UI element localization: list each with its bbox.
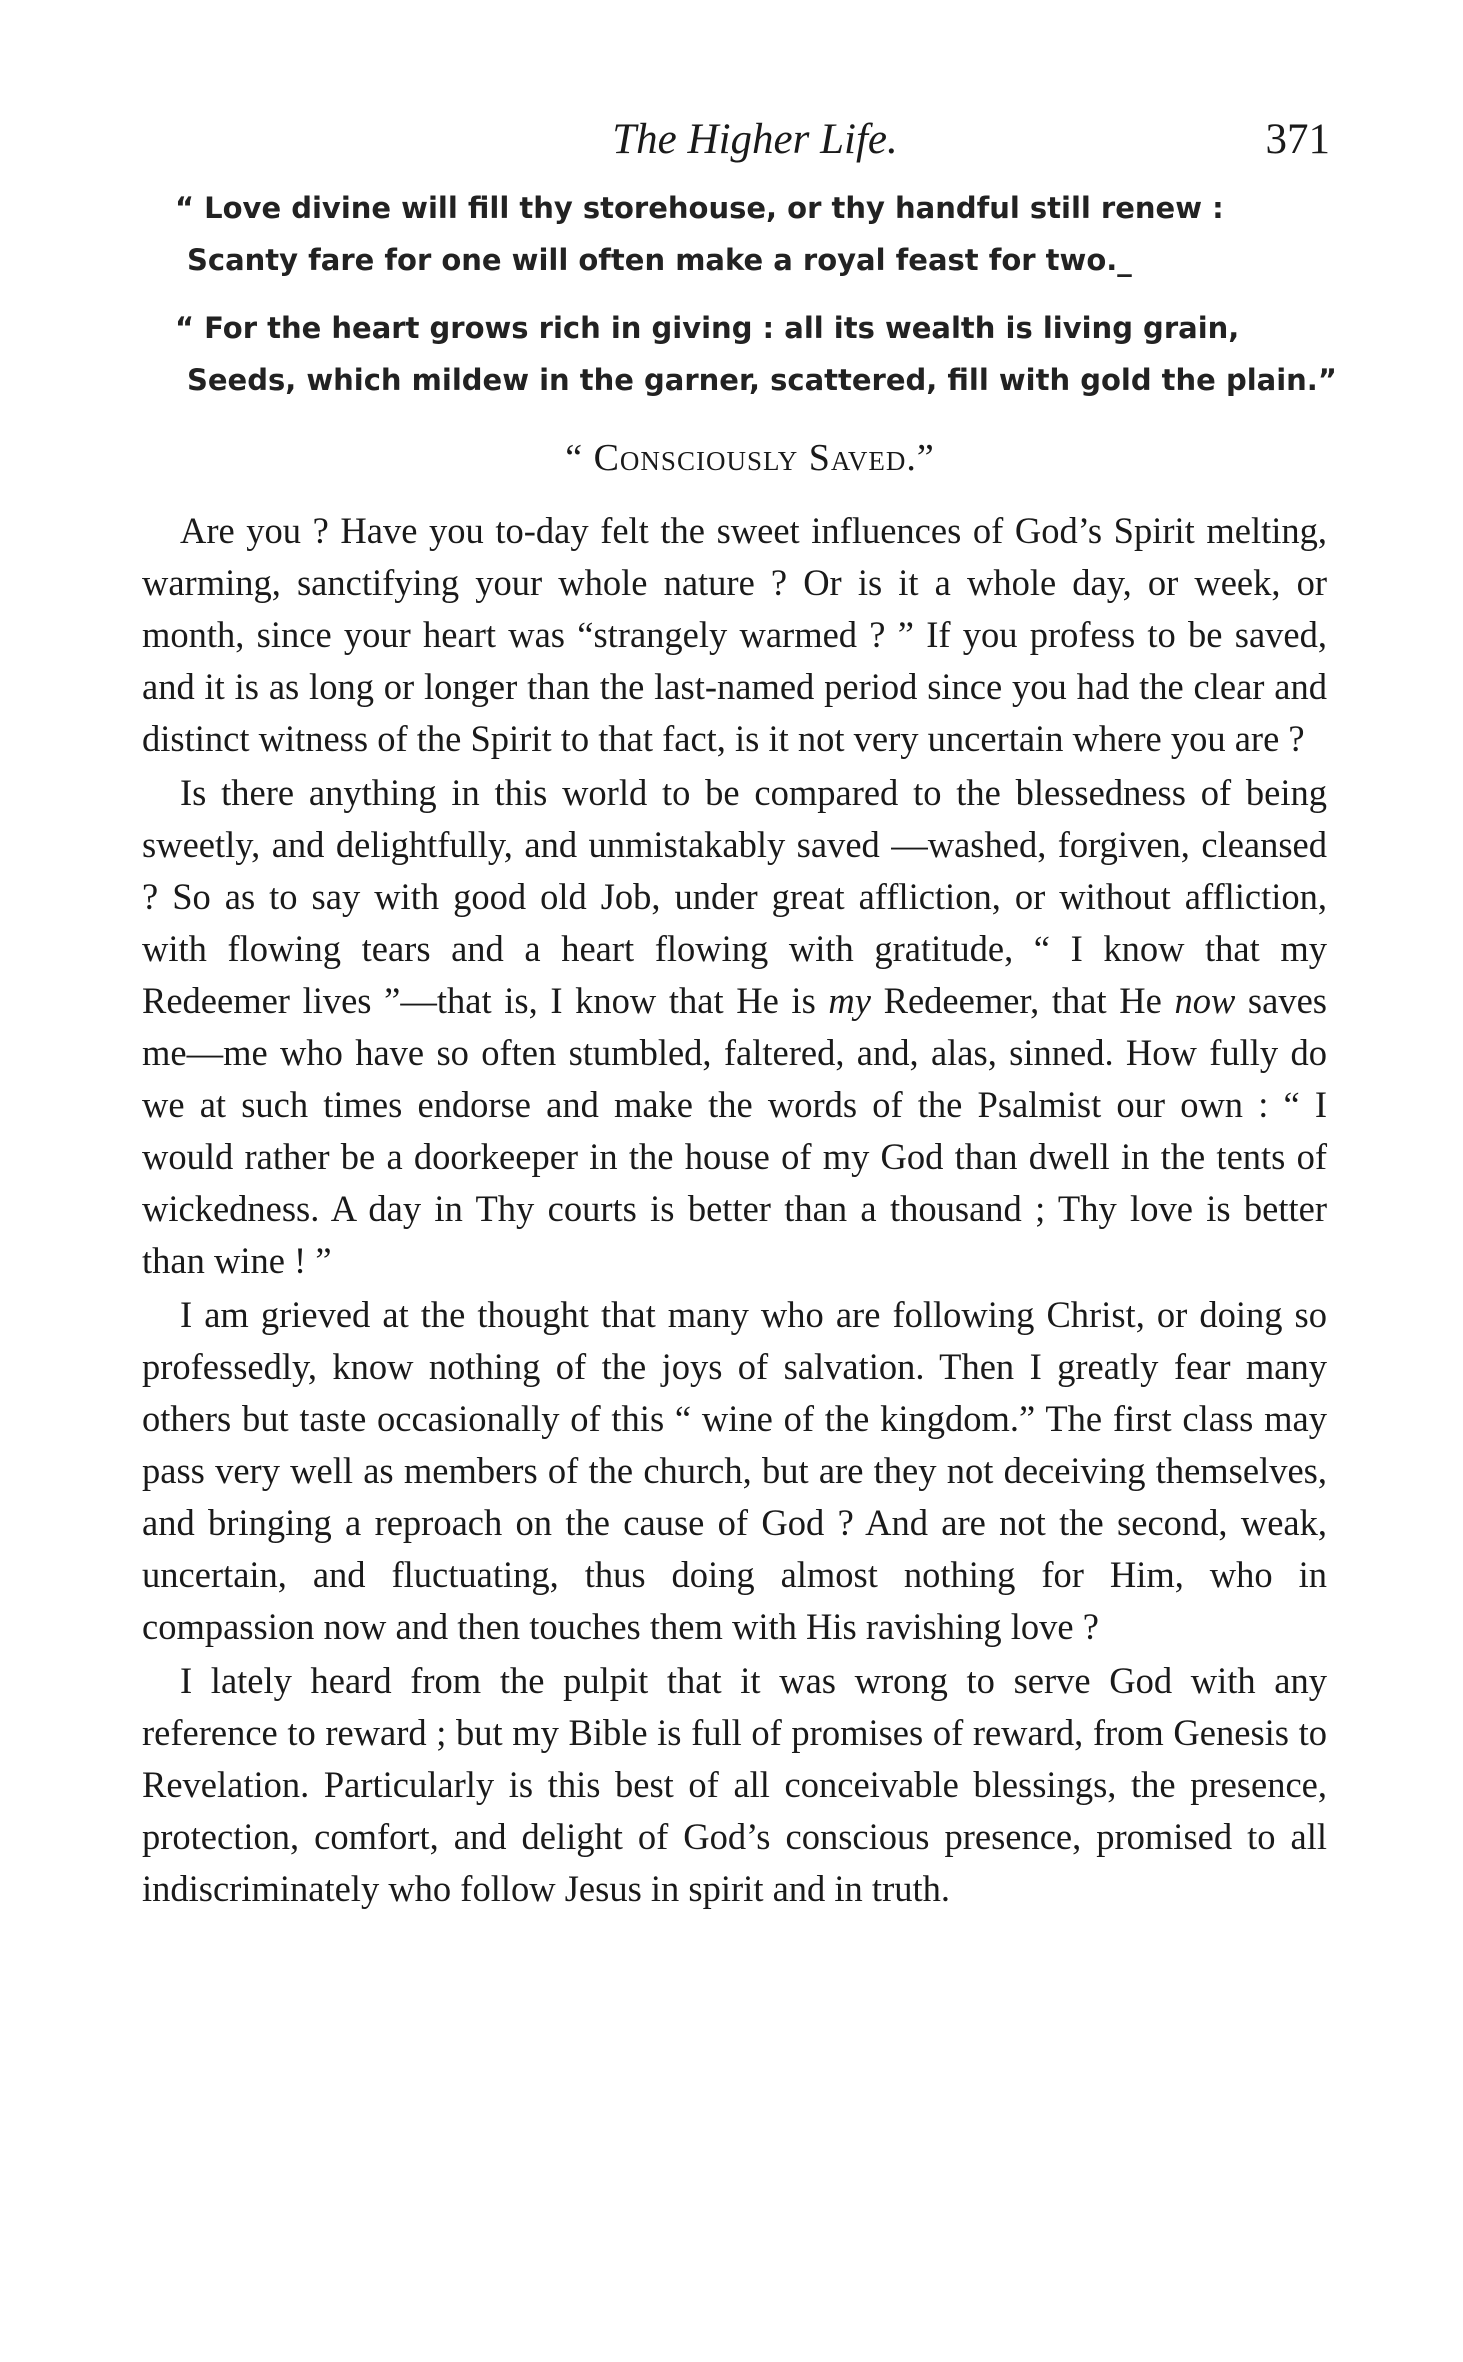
paragraph	[142, 767, 1327, 1287]
verse-line: “ For the heart grows rich in giving : all its wealth is living grain,	[175, 311, 1240, 345]
verse-stanza-2	[175, 302, 1337, 406]
page-number: 371	[1265, 116, 1330, 163]
paragraph-text: saves me—me who have so often stumbled, faltered, and, alas, sinned. How fully do we at such times endorse and make the words of the Psalmist our own : “ I would rather be a doorkeeper in the house of my God than dwell in the tents of wickedness. A day in Thy courts is better than a thousand ; Thy love is better than wine ! ”	[142, 980, 1327, 1281]
verse-line: Scanty fare for one will often make a royal feast for two._	[187, 243, 1132, 277]
section-heading: “ Consciously Saved.”	[565, 437, 935, 479]
paragraph-text: Redeemer, that He	[870, 980, 1175, 1021]
paragraph: Are you ? Have you to-day felt the sweet influences of God’s Spirit melting, warming, sanctifying your whole nature ? Or is it a whole day, or week, or month, since your heart was “strangely warmed ? ” If you profess to be saved, and it is as long or longer than the last-named period since you had the clear and distinct witness of the Spirit to that fact, is it not very uncertain where you are ?	[142, 510, 1327, 759]
running-title: The Higher Life.	[612, 116, 898, 163]
verse-line: “ Love divine will fill thy storehouse, or thy handful still renew :	[175, 191, 1224, 225]
paragraph: I am grieved at the thought that many who are following Christ, or doing so professedly, know nothing of the joys of salvation. Then I greatly fear many others but taste occasionally of this “ wine of the kingdom.” The first class may pass very well as members of the church, but are they not deceiving themselves, and bringing a reproach on the cause of God ? And are not the second, weak, uncertain, and fluctuating, thus doing almost nothing for Him, who in compassion now and then touches them with His ravishing love ?	[142, 1294, 1327, 1647]
body-text	[142, 505, 1327, 1915]
running-head	[180, 110, 1330, 170]
paragraph: I lately heard from the pulpit that it was wrong to serve God with any reference to reward ; but my Bible is full of promises of reward, from Genesis to Revelation. Particularly is this best of all conceivable blessings, the presence, protection, comfort, and delight of God’s conscious presence, promised to all indiscriminately who follow Jesus in spirit and in truth.	[142, 1660, 1327, 1909]
verse-stanza-1	[175, 182, 1325, 286]
emphasis-text: now	[1174, 980, 1236, 1021]
verse-line: Seeds, which mildew in the garner, scattered, fill with gold the plain.”	[187, 363, 1337, 397]
emphasis-text: my	[828, 980, 871, 1021]
paragraph-text: Is there anything in this world to be compared to the blessedness of being sweetly, and delightfully, and unmistakably saved —washed, forgiven, cleansed ? So as to say with good old Job, under great affliction, or without affliction, with flowing tears and a heart flowing with gratitude, “ I know that my Redeemer lives ”—that is, I know that He is	[142, 772, 1327, 1021]
